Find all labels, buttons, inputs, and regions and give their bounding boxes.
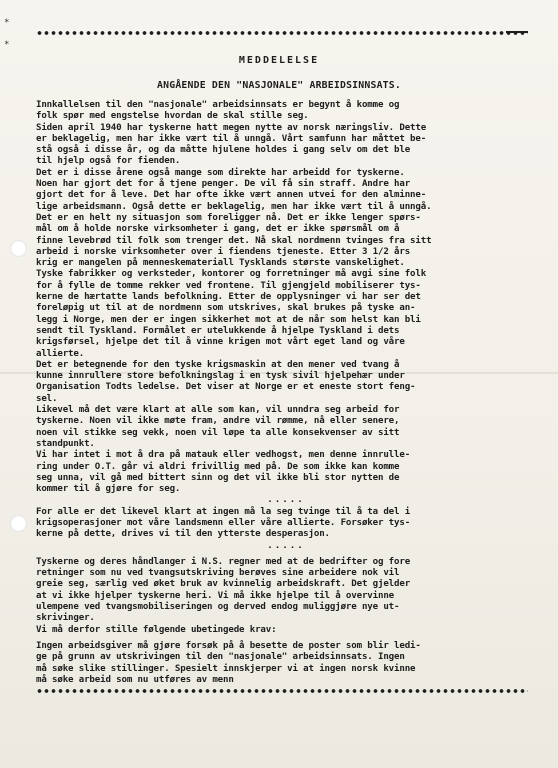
paragraph-10 <box>36 641 536 686</box>
text-line: Det er en helt ny situasjon som foreligger nå. Det er ikke lenger spørs- <box>36 212 421 223</box>
text-line: Noen har gjort det for å tjene penger. De vil få sin straff. Andre har <box>36 179 411 190</box>
text-line: seg unna, vil gå med bittert sinn og det vil ikke bli stor nytten de <box>36 472 400 483</box>
text-line: lige arbeidsmann. Også dette er beklagelig, men har ikke vært til å unngå. <box>36 201 432 212</box>
text-line: for å fylle de tomme rekker ved frontene. Til gjengjeld mobiliserer tys- <box>36 280 421 291</box>
text-line: må søke slike stillinger. Spesielt innskjerper vi at ingen norsk kvinne <box>36 663 416 674</box>
text-line: Siden april 1940 har tyskerne hatt megen nytte av norsk næringsliv. Dette <box>36 122 427 133</box>
top-rule-dash <box>506 31 528 33</box>
text-line: Ingen arbeidsgiver må gjøre forsøk på å besette de poster som blir ledi- <box>36 640 421 651</box>
paragraph-9 <box>36 625 536 636</box>
text-line: foreløpig ut til at de nordmenn som utskrives, skal brukes på tyske an- <box>36 303 416 314</box>
text-line: kunne innrullere store befolkningslag i en tysk sivil hjelpehær under <box>36 371 405 382</box>
text-line: Vi har intet i mot å dra på matauk eller vedhogst, men denne innrulle- <box>36 450 411 461</box>
text-line: Det er betegnende for den tyske krigsmaskin at den mener ved tvang å <box>36 359 400 370</box>
text-line: noen vil stikke seg vekk, noen vil løpe ta alle konsekvenser av sitt <box>36 427 400 438</box>
text-line: standpunkt. <box>36 438 95 449</box>
text-line: allierte. <box>36 348 85 359</box>
text-line: skrivinger. <box>36 613 95 624</box>
paragraph-5 <box>36 405 536 450</box>
text-line: kerne de hærtatte lands befolkning. Etter de opplysninger vi har ser det <box>36 292 421 303</box>
text-line: Tyskerne og deres håndlanger i N.S. regner med at de bedrifter og fore <box>36 556 411 567</box>
text-line: folk spør med engstelse hvordan de skal stille seg. <box>36 111 309 122</box>
paragraph-4 <box>36 360 536 405</box>
document-title: MEDDELELSE <box>238 55 320 66</box>
text-line: retninger som nu ved tvangsutskriving berøves sine arbeidere nok vil <box>36 568 400 579</box>
text-line: ge på grunn av utskrivingen til den "nasjonale" arbeidsinnsats. Ingen <box>36 652 405 663</box>
text-line: Innkallelsen til den "nasjonale" arbeidsinnsats er begynt å komme og <box>36 100 400 110</box>
text-line: krigsoperasjoner mot våre landsmenn eller våre allierte. Forsøker tys- <box>36 517 411 528</box>
text-line: Tyske fabrikker og verksteder, kontorer og forretninger må avgi sine folk <box>36 269 427 280</box>
document-body <box>36 100 536 686</box>
document-subtitle: ANGÅENDE DEN "NASJONALE" ARBEIDSINNSATS. <box>157 80 401 91</box>
paragraph-2 <box>36 123 536 168</box>
text-line: Likevel må det være klart at alle som kan, vil unndra seg arbeid for <box>36 405 400 416</box>
bottom-dotted-rule <box>36 688 528 694</box>
margin-mark-top: * <box>4 18 10 28</box>
text-line: kommer til å gjøre for seg. <box>36 484 181 495</box>
text-line: stå også i disse år, og da måtte hjulene holdes i gang selv om det ble <box>36 145 411 156</box>
text-line: ring under O.T. går vi aldri frivillig med på. De som ikke kan komme <box>36 461 400 472</box>
text-line: krigsførsel, hjelpe det til å vinne krigen mot vårt eget land og våre <box>36 337 405 348</box>
punch-hole-bottom <box>10 515 27 532</box>
text-line: er beklagelig, men har ikke vært til å unngå. Vårt samfunn har måttet be- <box>36 133 427 144</box>
top-dotted-rule <box>36 30 528 36</box>
paragraph-7 <box>36 507 536 541</box>
text-line: kerne på dette, drives vi til den ytterste desperasjon. <box>36 529 330 540</box>
paragraph-6 <box>36 450 536 495</box>
punch-hole-top <box>10 240 27 257</box>
text-line: sendt til Tyskland. Formålet er utelukkende å hjelpe Tyskland i dets <box>36 325 400 336</box>
text-line: For alle er det likevel klart at ingen må la seg tvinge til å ta del i <box>36 506 411 517</box>
text-line: må søke arbeid som nu utføres av menn <box>36 674 234 685</box>
text-line: gjort det for å leve. Det har ofte ikke vært annen utvei for den alminne- <box>36 190 427 201</box>
text-line: finne levebrød til folk som trenger det. Nå skal nordmenn tvinges fra sitt <box>36 235 432 246</box>
text-line: krig er mangelen på menneskemateriall Tysklands største vanskelighet. <box>36 258 405 269</box>
text-line: mål om å holde norske virksomheter i gang, det er ikke spørsmål om å <box>36 224 400 235</box>
text-line: at vi ikke hjelper tyskerne heri. Vi må ikke hjelpe til å overvinne <box>36 590 395 601</box>
separator-2: ..... <box>267 540 305 551</box>
margin-mark-second: * <box>4 40 10 50</box>
text-line: sel. <box>36 393 58 404</box>
text-line: Vi må derfor stille følgende ubetingede krav: <box>36 624 277 635</box>
text-line: arbeid i norske virksomheter over i fiendens tjeneste. Etter 3 1/2 års <box>36 246 411 257</box>
paragraph-8 <box>36 557 536 625</box>
text-line: ulempene ved tvangsmobiliseringen og derved endog muliggjøre nye ut- <box>36 602 400 613</box>
text-line: Det er i disse årene også mange som direkte har arbeidd for tyskerne. <box>36 167 405 178</box>
paragraph-1 <box>36 100 536 123</box>
text-line: tyskerne. Noen vil ikke møte fram, andre vil rømme, nå eller senere, <box>36 416 400 427</box>
paragraph-3 <box>36 168 536 360</box>
separator-1: ..... <box>267 495 305 506</box>
text-line: greie seg, særlig ved øket bruk av kvinnelig arbeidskraft. Det gjelder <box>36 579 411 590</box>
text-line: legg i Norge, men der er ingen sikkerhet mot at de når som helst kan bli <box>36 314 421 325</box>
text-line: Organisation Todts ledelse. Det viser at Norge er et eneste stort feng- <box>36 382 416 393</box>
text-line: til hjelp også for fienden. <box>36 156 181 167</box>
